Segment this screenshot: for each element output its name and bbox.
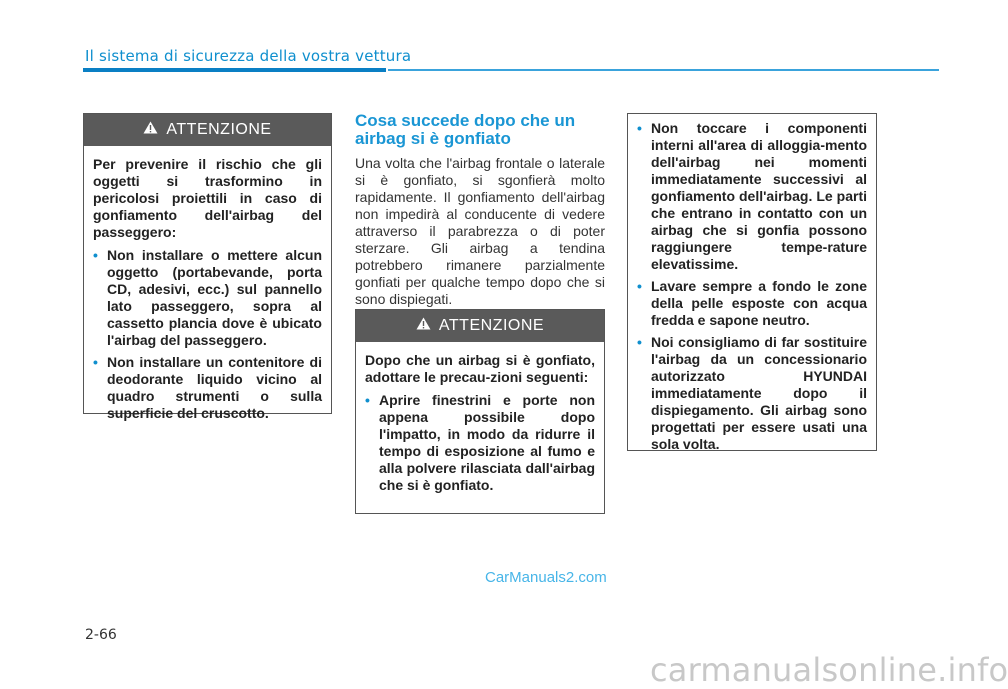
warning-item: • Noi consigliamo di far sostituire l'airbag da un concessionario autorizzato HYUNDAI immediatamente dopo il dispiegamento. Gli airbag sono progettati per essere usati una sola volta. xyxy=(637,334,867,452)
warning-item: • Non installare o mettere alcun oggetto (portabevande, porta CD, adesivi, ecc.) sul pannello lato passeggero, sopra al cassetto plancia dove è ubicato l'airbag del passeggero. xyxy=(93,247,322,348)
warning-intro: Dopo che un airbag si è gonfiato, adottare le precau-zioni seguenti: xyxy=(365,352,595,385)
section-header-title: Il sistema di sicurezza della vostra vettura xyxy=(85,47,412,65)
warning-heading-text: ATTENZIONE xyxy=(438,317,545,334)
warning-box-left xyxy=(83,113,332,421)
header-rule-dark xyxy=(83,68,386,72)
page-number: 2-66 xyxy=(85,627,117,643)
warning-header xyxy=(356,310,604,342)
warning-item: • Non toccare i componenti interni all'area di alloggia-mento dell'airbag nei momenti immediatamente successivi al gonfiamento dell'airbag. Le parti che entrano in contatto con un airbag che si gonfia possono raggiungere tempe-rature elevatissime. xyxy=(637,120,867,272)
warning-header xyxy=(84,114,331,146)
site-watermark[interactable]: CarManuals2.com xyxy=(485,569,607,586)
bullet-icon: • xyxy=(637,120,642,136)
footer-watermark: carmanualsonline.info xyxy=(650,651,1008,689)
bullet-icon: • xyxy=(93,354,98,370)
warning-item: • Non installare un contenitore di deodorante liquido vicino al quadro strumenti o sulla superficie del cruscotto. xyxy=(93,354,322,421)
warning-triangle-icon xyxy=(143,121,158,139)
warning-intro: Per prevenire il rischio che gli oggetti si trasformino in pericolosi proiettili in caso di gonfiamento dell'airbag del passeggero: xyxy=(93,156,322,240)
bullet-icon: • xyxy=(637,278,642,294)
warning-box-right xyxy=(627,113,877,451)
warning-triangle-icon xyxy=(416,317,431,335)
section-title: Cosa succede dopo che un airbag si è gonfiato xyxy=(355,111,576,148)
header-rule-light xyxy=(388,69,939,71)
warning-box-middle xyxy=(355,309,605,514)
warning-item: • Aprire finestrini e porte non appena possibile dopo l'impatto, in modo da ridurre il tempo di esposizione al fumo e alla polvere rilasciata dall'airbag che si è gonfiato. xyxy=(365,392,595,493)
warning-item: • Lavare sempre a fondo le zone della pelle esposte con acqua fredda e sapone neutro. xyxy=(637,278,867,328)
bullet-icon: • xyxy=(637,334,642,350)
bullet-icon: • xyxy=(365,392,370,408)
warning-heading-text: ATTENZIONE xyxy=(166,121,272,138)
section-body: Una volta che l'airbag frontale o laterale si è gonfiato, si sgonfierà molto rapidamente. Il gonfiamento dell'airbag non impedirà al conducente di vedere attraverso il parabrezza o di poter sterzare. Gli airbag a tendina potrebbero rimanere parzialmente gonfiati per qualche tempo dopo che si sono dispiegati. xyxy=(355,155,605,307)
bullet-icon: • xyxy=(93,247,98,263)
